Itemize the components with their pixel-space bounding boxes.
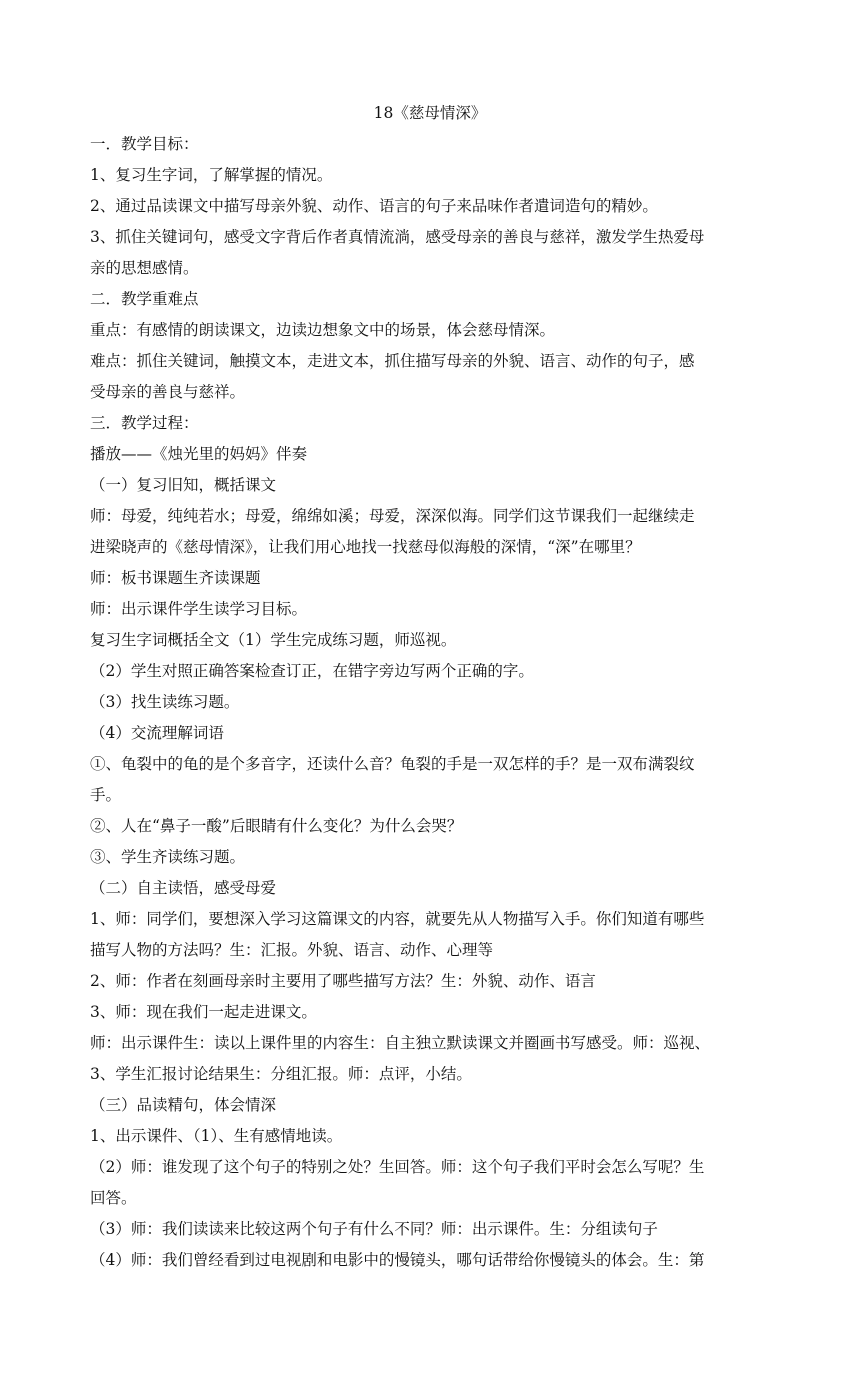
difficult-point-cont: 受母亲的善良与慈祥。 <box>90 383 246 401</box>
process-line: 师：板书课题生齐读课题 <box>90 569 261 587</box>
difficult-point: 难点：抓住关键词，触摸文本，走进文本，抓住描写母亲的外貌、语言、动作的句子，感 <box>90 352 695 370</box>
process-line: （3）找生读练习题。 <box>90 693 240 711</box>
document-title: 18《慈母情深》 <box>373 104 487 122</box>
process-line: 3、师：现在我们一起走进课文。 <box>90 1003 317 1021</box>
process-line: ②、人在“鼻子一酸”后眼睛有什么变化？为什么会哭？ <box>90 817 463 835</box>
document-page <box>90 98 770 1276</box>
section-heading-self-reading: （二）自主读悟，感受母爱 <box>90 879 277 897</box>
section-heading-review: （一）复习旧知，概括课文 <box>90 476 277 494</box>
process-line: 师：出示课件生：读以上课件里的内容生：自主独立默读课文并圈画书写感受。师：巡视、 <box>90 1034 711 1052</box>
heading-key-points: 二．教学重难点 <box>90 290 199 308</box>
process-line: 进梁晓声的《慈母情深》，让我们用心地找一找慈母似海般的深情，“深”在哪里？ <box>90 538 641 556</box>
heading-teaching-goals: 一．教学目标： <box>90 135 199 153</box>
process-line: 师：母爱，纯纯若水；母爱，绵绵如溪；母爱，深深似海。同学们这节课我们一起继续走 <box>90 507 695 525</box>
key-point: 重点：有感情的朗读课文，边读边想象文中的场景，体会慈母情深。 <box>90 321 556 339</box>
process-line: 手。 <box>90 786 122 804</box>
process-line: ①、龟裂中的龟的是个多音字，还读什么音？龟裂的手是一双怎样的手？是一双布满裂纹 <box>90 755 695 773</box>
process-line: 回答。 <box>90 1189 137 1207</box>
process-line: ③、学生齐读练习题。 <box>90 848 246 866</box>
process-line: （2）学生对照正确答案检查订正，在错字旁边写两个正确的字。 <box>90 662 534 680</box>
process-line: （4）师：我们曾经看到过电视剧和电影中的慢镜头，哪句话带给你慢镜头的体会。生：第 <box>90 1251 705 1269</box>
process-line: （3）师：我们读读来比较这两个句子有什么不同？师：出示课件。生：分组读句子 <box>90 1220 658 1238</box>
section-heading-close-reading: （三）品读精句，体会情深 <box>90 1096 277 1114</box>
goal-item-1: 1、复习生字词，了解掌握的情况。 <box>90 166 333 184</box>
process-line: 师：出示课件学生读学习目标。 <box>90 600 308 618</box>
process-line: 1、出示课件、（1）、生有感情地读。 <box>90 1127 343 1145</box>
process-line: （2）师：谁发现了这个句子的特别之处？生回答。师：这个句子我们平时会怎么写呢？生 <box>90 1158 705 1176</box>
process-line: 1、师：同学们，要想深入学习这篇课文的内容，就要先从人物描写入手。你们知道有哪些 <box>90 910 705 928</box>
process-line: （4）交流理解词语 <box>90 724 224 742</box>
heading-teaching-process: 三．教学过程： <box>90 414 199 432</box>
goal-item-2: 2、通过品读课文中描写母亲外貌、动作、语言的句子来品味作者遣词造句的精妙。 <box>90 197 658 215</box>
goal-item-3-cont: 亲的思想感情。 <box>90 259 199 277</box>
process-line: 复习生字词概括全文（1）学生完成练习题，师巡视。 <box>90 631 457 649</box>
document-body <box>90 129 770 1276</box>
process-line: 播放——《烛光里的妈妈》伴奏 <box>90 445 308 463</box>
process-line: 2、师：作者在刻画母亲时主要用了哪些描写方法？生：外貌、动作、语言 <box>90 972 596 990</box>
goal-item-3: 3、抓住关键词句，感受文字背后作者真情流淌，感受母亲的善良与慈祥，激发学生热爱母 <box>90 228 705 246</box>
process-line: 3、学生汇报讨论结果生：分组汇报。师：点评，小结。 <box>90 1065 472 1083</box>
process-line: 描写人物的方法吗？生：汇报。外貌、语言、动作、心理等 <box>90 941 494 959</box>
